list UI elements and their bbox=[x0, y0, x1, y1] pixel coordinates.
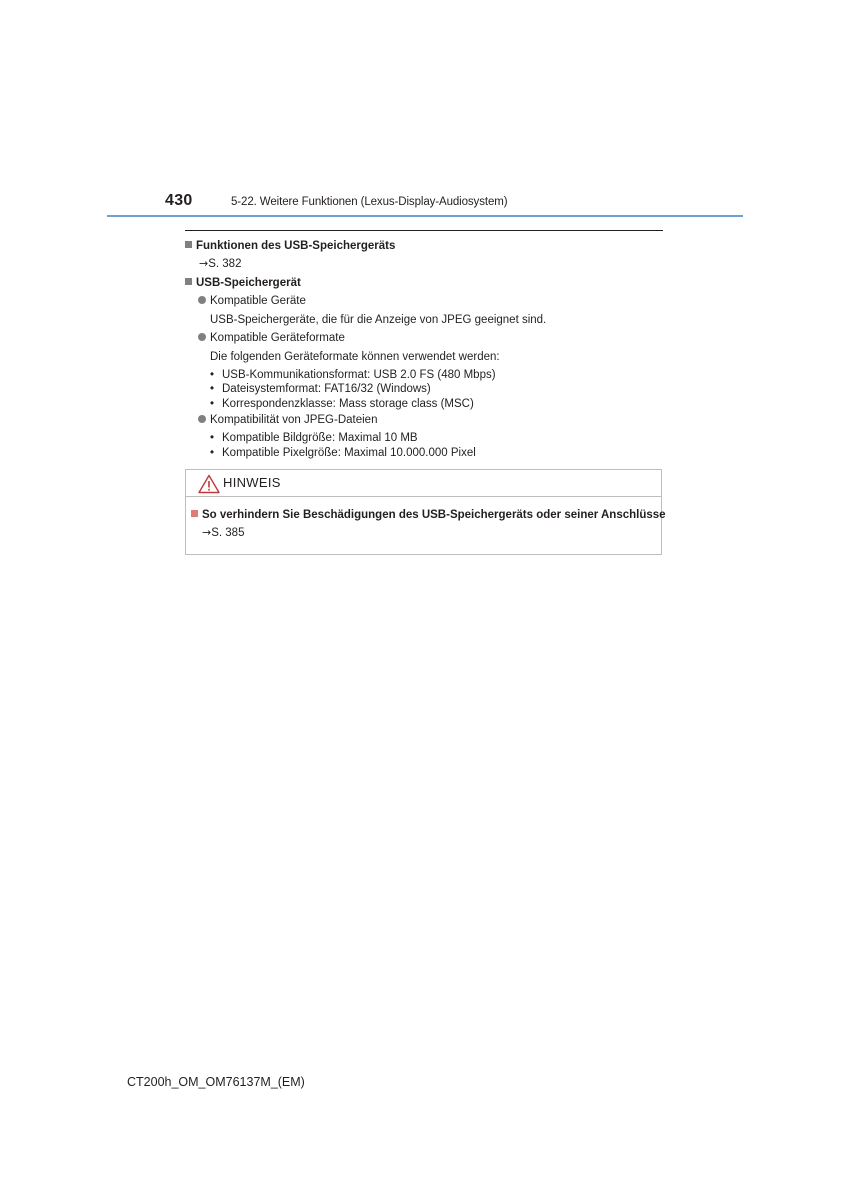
text-formats-intro: Die folgenden Geräteformate können verwendet werden: bbox=[210, 351, 500, 363]
bullet-icon: • bbox=[210, 432, 215, 444]
circle-bullet-icon bbox=[198, 296, 206, 304]
warning-triangle-icon bbox=[198, 474, 220, 494]
header-rule bbox=[107, 215, 743, 217]
text-compatible-devices: USB-Speichergeräte, die für die Anzeige von JPEG geeignet sind. bbox=[210, 314, 547, 326]
square-bullet-icon bbox=[185, 278, 192, 285]
list-item: • USB-Kommunikationsformat: USB 2.0 FS (480 Mbps) bbox=[210, 369, 496, 381]
list-item: • Kompatible Bildgröße: Maximal 10 MB bbox=[210, 432, 418, 444]
list-item: • Dateisystemformat: FAT16/32 (Windows) bbox=[210, 383, 431, 395]
reference-link-notice[interactable]: →S. 385 bbox=[202, 526, 245, 539]
circle-bullet-icon bbox=[198, 415, 206, 423]
subheading-compatible-formats: Kompatible Geräteformate bbox=[198, 331, 345, 345]
chapter-title: 5-22. Weitere Funktionen (Lexus-Display-Audiosystem) bbox=[231, 196, 508, 208]
list-item: • Kompatible Pixelgröße: Maximal 10.000.000 Pixel bbox=[210, 447, 476, 459]
reference-link-usb-functions[interactable]: →S. 382 bbox=[199, 257, 242, 270]
square-bullet-icon bbox=[191, 510, 198, 517]
bullet-icon: • bbox=[210, 398, 215, 410]
section-heading-usb-functions: Funktionen des USB-Speichergeräts bbox=[185, 239, 395, 253]
list-item: • Korrespondenzklasse: Mass storage class (MSC) bbox=[210, 398, 474, 410]
square-bullet-icon bbox=[185, 241, 192, 248]
section-heading-usb-device: USB-Speichergerät bbox=[185, 276, 301, 290]
arrow-right-icon: → bbox=[202, 526, 212, 539]
notice-divider bbox=[186, 496, 661, 497]
notice-box bbox=[185, 469, 666, 555]
notice-heading: So verhindern Sie Beschädigungen des USB-Speichergeräts oder seiner Anschlüsse bbox=[191, 508, 666, 522]
subheading-jpeg-compat: Kompatibilität von JPEG-Dateien bbox=[198, 413, 377, 427]
content-rule bbox=[185, 230, 663, 231]
bullet-icon: • bbox=[210, 383, 215, 395]
arrow-right-icon: → bbox=[199, 257, 209, 270]
notice-title: HINWEIS bbox=[223, 475, 281, 490]
page-number: 430 bbox=[165, 192, 193, 209]
bullet-icon: • bbox=[210, 447, 215, 459]
circle-bullet-icon bbox=[198, 333, 206, 341]
subheading-compatible-devices: Kompatible Geräte bbox=[198, 294, 306, 308]
bullet-icon: • bbox=[210, 369, 215, 381]
document-code: CT200h_OM_OM76137M_(EM) bbox=[127, 1075, 305, 1089]
